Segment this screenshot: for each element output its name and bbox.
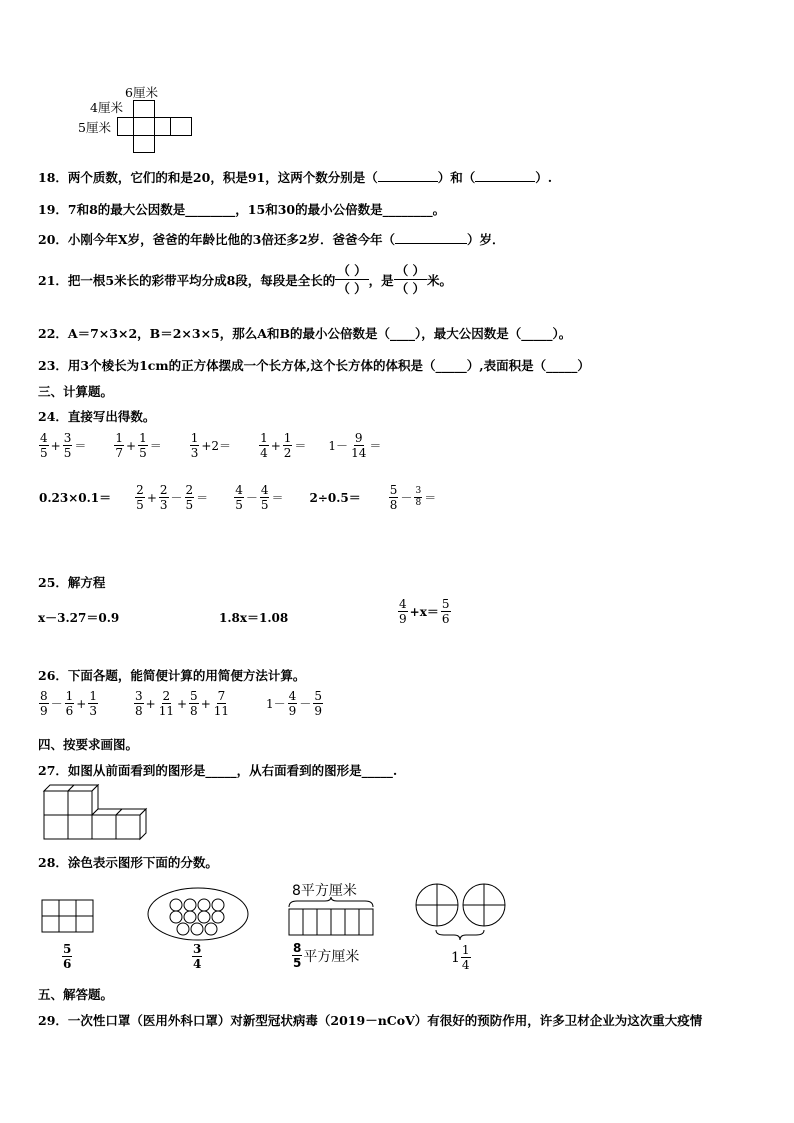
q24-row-1: $\frac{4}{5}$ + $\frac{3}{5}$ ＝ $\frac{1}{7}$ + $\frac{1}{5}$ ＝ $\frac{1}{3}$ +2＝ $\frac{1}{4}$ + $\frac{1}{2}$ ＝ 1－ $\frac{9}{14}$ ＝	[40, 431, 382, 460]
net-cell	[154, 117, 171, 136]
question-18: 18．两个质数，它们的和是20，积是91，这两个数分别是（ ）和（ ）.	[38, 170, 553, 185]
net-cell	[133, 117, 155, 136]
q26-expressions: $\frac{8}{9}$ － $\frac{1}{6}$ + $\frac{1}{3}$ $\frac{3}{8}$ + $\frac{2}{11}$ + $\frac{5}{8}$ + $\frac{7}{11}$ 1－ $\frac{4}{9}$ － $\frac{5}{9}$	[40, 689, 322, 718]
net-left-label-1: 4厘米	[90, 100, 123, 115]
equation-3: $\frac{4}{9}$ +x＝ $\frac{5}{6}$	[399, 597, 450, 626]
fraction-label-3: $\frac{8}{5}$ 平方厘米	[293, 941, 360, 970]
ellipse-circles-figure[interactable]	[145, 886, 251, 942]
fraction-blank[interactable]: （ ） （ ）	[395, 263, 426, 296]
answer-blank[interactable]	[475, 170, 535, 182]
net-cell	[133, 135, 155, 153]
net-cell	[170, 117, 192, 136]
fraction-blank[interactable]: （ ） （ ）	[337, 263, 367, 296]
strip-area-label: 8平方厘米	[292, 883, 357, 899]
question-20: 20．小刚今年X岁，爸爸的年龄比他的3倍还多2岁．爸爸今年（ ）岁．	[38, 232, 505, 247]
section-4-heading: 四、按要求画图。	[38, 737, 139, 752]
question-28-title: 28．涂色表示图形下面的分数。	[38, 855, 218, 870]
section-3-heading: 三、计算题。	[38, 384, 114, 399]
section-5-heading: 五、解答题。	[38, 987, 114, 1002]
question-22: 22．A＝7×3×2，B＝2×3×5，那么A和B的最小公倍数是（____），最大公因数是（_____）。	[38, 326, 572, 341]
answer-blank[interactable]	[378, 170, 438, 182]
q24-row-2: 0.23×0.1＝ $\frac{2}{5}$ + $\frac{2}{3}$ － $\frac{2}{5}$ ＝ $\frac{4}{5}$ － $\frac{4}{5}$ ＝ 2÷0.5＝ $\frac{5}{8}$ － $\frac{3}{8}$ ＝	[39, 483, 437, 512]
question-19: 19．7和8的最大公因数是________，15和30的最小公倍数是________。	[38, 202, 446, 217]
cube-stack-figure	[38, 784, 150, 846]
question-29: 29．一次性口罩（医用外科口罩）对新型冠状病毒（2019－nCoV）有很好的预防作用，许多卫材企业为这次重大疫情	[38, 1013, 703, 1028]
quartered-circles-figure[interactable]	[414, 882, 510, 942]
question-25-title: 25．解方程	[38, 575, 106, 590]
net-left-label-2: 5厘米	[78, 120, 111, 135]
net-top-label: 6厘米	[125, 85, 158, 100]
net-cell	[133, 100, 155, 118]
answer-blank[interactable]	[395, 232, 467, 244]
strip-figure[interactable]	[287, 897, 375, 939]
fraction-label-2: $\frac{3}{4}$	[193, 942, 202, 971]
question-23: 23．用3个棱长为1cm的正方体摆成一个长方体,这个长方体的体积是（_____）,表面积是（_____）	[38, 358, 590, 373]
question-27: 27．如图从前面看到的图形是_____，从右面看到的图形是_____.	[38, 763, 398, 778]
net-cell	[117, 117, 134, 136]
equation-2: 1.8x＝1.08	[219, 611, 289, 625]
question-21: 21． 把一根5米长的彩带平均分成8段，每段是全长的 （ ） （ ） ，是 （ ） （ ） 米。	[38, 263, 453, 296]
rectangle-grid-figure[interactable]	[40, 898, 96, 934]
equation-1: x－3.27＝0.9	[38, 611, 120, 625]
question-24-title: 24．直接写出得数。	[38, 409, 156, 424]
fraction-label-4: 1 $\frac{1}{4}$	[451, 943, 470, 972]
fraction-label-1: $\frac{5}{6}$	[63, 942, 72, 971]
question-26-title: 26．下面各题，能简便计算的用简便方法计算。	[38, 668, 306, 683]
